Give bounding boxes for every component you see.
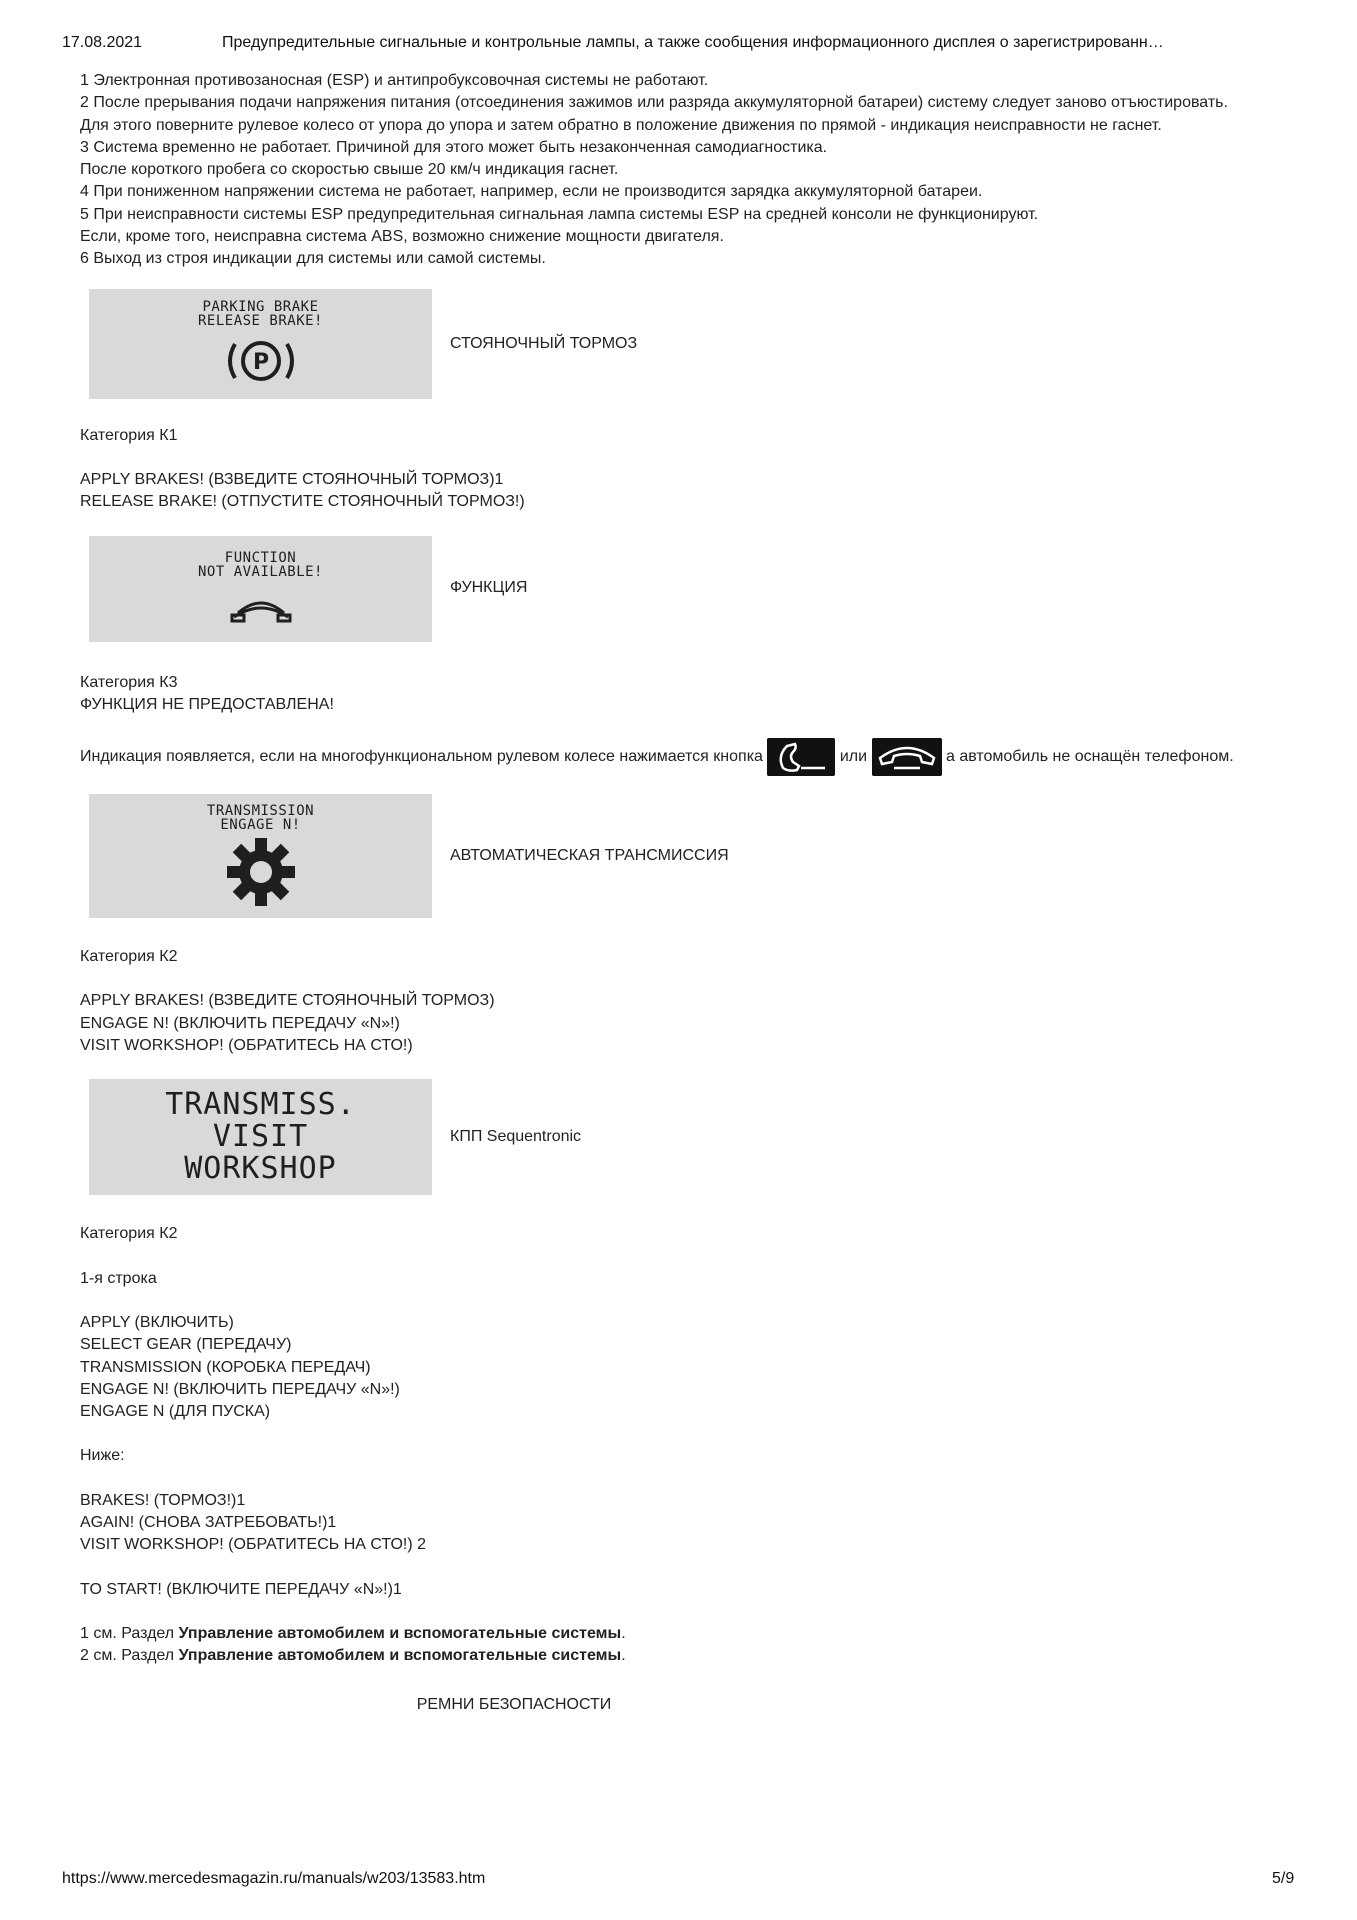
row-label: 1-я строка <box>80 1269 157 1287</box>
note-item: Для этого поверните рулевое колесо от упора до упора и затем обратно в положение движения по прямой - индикация неисправности не гаснет. <box>80 116 1162 134</box>
function-caption: ФУНКЦИЯ <box>450 579 528 597</box>
message-line: APPLY BRAKES! (ВЗВЕДИТЕ СТОЯНОЧНЫЙ ТОРМОЗ) <box>80 992 495 1010</box>
note-item: После короткого пробега со скоростью свыше 20 км/ч индикация гаснет. <box>80 161 619 179</box>
note-item: 2 После прерывания подачи напряжения питания (отсоединения зажимов или разряда аккумуляторной батареи) систему следует заново отъюстировать. <box>80 94 1228 112</box>
indication-or: или <box>839 748 868 766</box>
indication-text <box>80 738 1280 776</box>
display-line: ENGAGE N! <box>220 817 301 834</box>
message-line: ENGAGE N (ДЛЯ ПУСКА) <box>80 1403 271 1421</box>
parking-brake-details <box>80 425 1280 514</box>
footer-url: https://www.mercedesmagazin.ru/manuals/w203/13583.htm <box>62 1870 486 1887</box>
message-line: RELEASE BRAKE! (ОТПУСТИТЕ СТОЯНОЧНЫЙ ТОРМОЗ!) <box>80 493 525 511</box>
sequentronic-display <box>89 1079 432 1195</box>
message-line: ENGAGE N! (ВКЛЮЧИТЬ ПЕРЕДАЧУ «N»!) <box>80 1014 400 1032</box>
message-line: APPLY (ВКЛЮЧИТЬ) <box>80 1313 234 1331</box>
note-item: 4 При пониженном напряжении система не работает, например, если не производится зарядка аккумуляторной батареи. <box>80 183 983 201</box>
below-label: Ниже: <box>80 1447 125 1465</box>
category-label: Категория К2 <box>80 1225 178 1243</box>
page-number: 5/9 <box>1272 1870 1295 1887</box>
indication-before: Индикация появляется, если на многофункциональном рулевом колесе нажимается кнопка <box>80 748 763 766</box>
parking-brake-row <box>80 289 1280 399</box>
note-item: 6 Выход из строя индикации для системы или самой системы. <box>80 250 546 268</box>
gear-icon <box>223 836 299 908</box>
reference-note <box>80 1645 1280 1667</box>
function-row <box>80 536 1280 642</box>
page-title: Предупредительные сигнальные и контрольные лампы, а также сообщения информационного дисплея о зарегистрированн… <box>222 34 1164 51</box>
next-section-title: РЕМНИ БЕЗОПАСНОСТИ <box>416 1695 612 1713</box>
display-line: WORKSHOP <box>184 1151 337 1187</box>
transmission-caption: АВТОМАТИЧЕСКАЯ ТРАНСМИССИЯ <box>450 847 729 864</box>
reference-note <box>80 1623 1280 1645</box>
display-line: TRANSMISSION <box>206 803 315 820</box>
display-line: NOT AVAILABLE! <box>197 563 323 580</box>
sequentronic-caption: КПП Sequentronic <box>450 1128 582 1146</box>
reference-suffix: . <box>621 1624 626 1642</box>
message-line: BRAKES! (ТОРМОЗ!)1 <box>80 1491 246 1509</box>
reference-prefix: 1 см. Раздел <box>80 1624 179 1642</box>
phone-handset-icon <box>226 587 296 627</box>
notes-list <box>80 70 1280 271</box>
sequentronic-details <box>80 1223 1280 1715</box>
phone-answer-icon <box>767 738 835 776</box>
parking-brake-icon <box>221 334 301 388</box>
message-line: VISIT WORKSHOP! (ОБРАТИТЕСЬ НА СТО!) <box>80 1037 413 1055</box>
transmission-display <box>89 794 432 918</box>
message-line: ENGAGE N! (ВКЛЮЧИТЬ ПЕРЕДАЧУ «N»!) <box>80 1380 400 1398</box>
message-line: APPLY BRAKES! (ВЗВЕДИТЕ СТОЯНОЧНЫЙ ТОРМОЗ)1 <box>80 470 504 488</box>
category-label: Категория К2 <box>80 948 178 966</box>
note-item: 5 При неисправности системы ESP предупредительная сигнальная лампа системы ESP на средней консоли не функционируют. <box>80 205 1039 223</box>
note-item: Если, кроме того, неисправна система ABS, возможно снижение мощности двигателя. <box>80 228 724 246</box>
phone-end-icon <box>872 738 942 776</box>
parking-brake-caption: СТОЯНОЧНЫЙ ТОРМОЗ <box>450 334 638 352</box>
message-line: TRANSMISSION (КОРОБКА ПЕРЕДАЧ) <box>80 1358 371 1376</box>
transmission-details <box>80 946 1280 1057</box>
sequentronic-row <box>80 1079 1280 1195</box>
message-line: VISIT WORKSHOP! (ОБРАТИТЕСЬ НА СТО!) 2 <box>80 1536 426 1554</box>
note-item: 1 Электронная противозаносная (ESP) и антипробуксовочная системы не работают. <box>80 72 709 89</box>
category-label: Категория К1 <box>80 426 178 444</box>
print-date: 17.08.2021 <box>62 34 143 51</box>
transmission-row <box>80 794 1280 918</box>
reference-suffix: . <box>621 1647 626 1665</box>
document-body <box>80 70 1280 1716</box>
note-item: 3 Система временно не работает. Причиной для этого может быть незаконченная самодиагностика. <box>80 138 828 156</box>
message-line: TO START! (ВКЛЮЧИТЕ ПЕРЕДАЧУ «N»!)1 <box>80 1580 402 1598</box>
function-display <box>89 536 432 642</box>
display-line: RELEASE BRAKE! <box>197 312 323 329</box>
display-line: VISIT <box>212 1119 309 1155</box>
message-line: SELECT GEAR (ПЕРЕДАЧУ) <box>80 1336 292 1354</box>
reference-link[interactable]: Управление автомобилем и вспомогательные системы <box>178 1624 622 1642</box>
reference-link[interactable]: Управление автомобилем и вспомогательные системы <box>178 1647 622 1665</box>
category-label: Категория К3 <box>80 673 178 691</box>
display-line: PARKING BRAKE <box>202 298 319 315</box>
svg-text:P: P <box>252 349 269 375</box>
indication-after: а автомобиль не оснащён телефоном. <box>945 748 1234 766</box>
message-line: AGAIN! (СНОВА ЗАТРЕБОВАТЬ!)1 <box>80 1514 337 1532</box>
parking-brake-display <box>89 289 432 399</box>
reference-prefix: 2 см. Раздел <box>80 1647 179 1665</box>
function-details <box>80 672 1280 777</box>
display-line: TRANSMISS. <box>165 1087 356 1123</box>
message-line: ФУНКЦИЯ НЕ ПРЕДОСТАВЛЕНА! <box>80 695 334 713</box>
display-line: FUNCTION <box>224 549 297 566</box>
